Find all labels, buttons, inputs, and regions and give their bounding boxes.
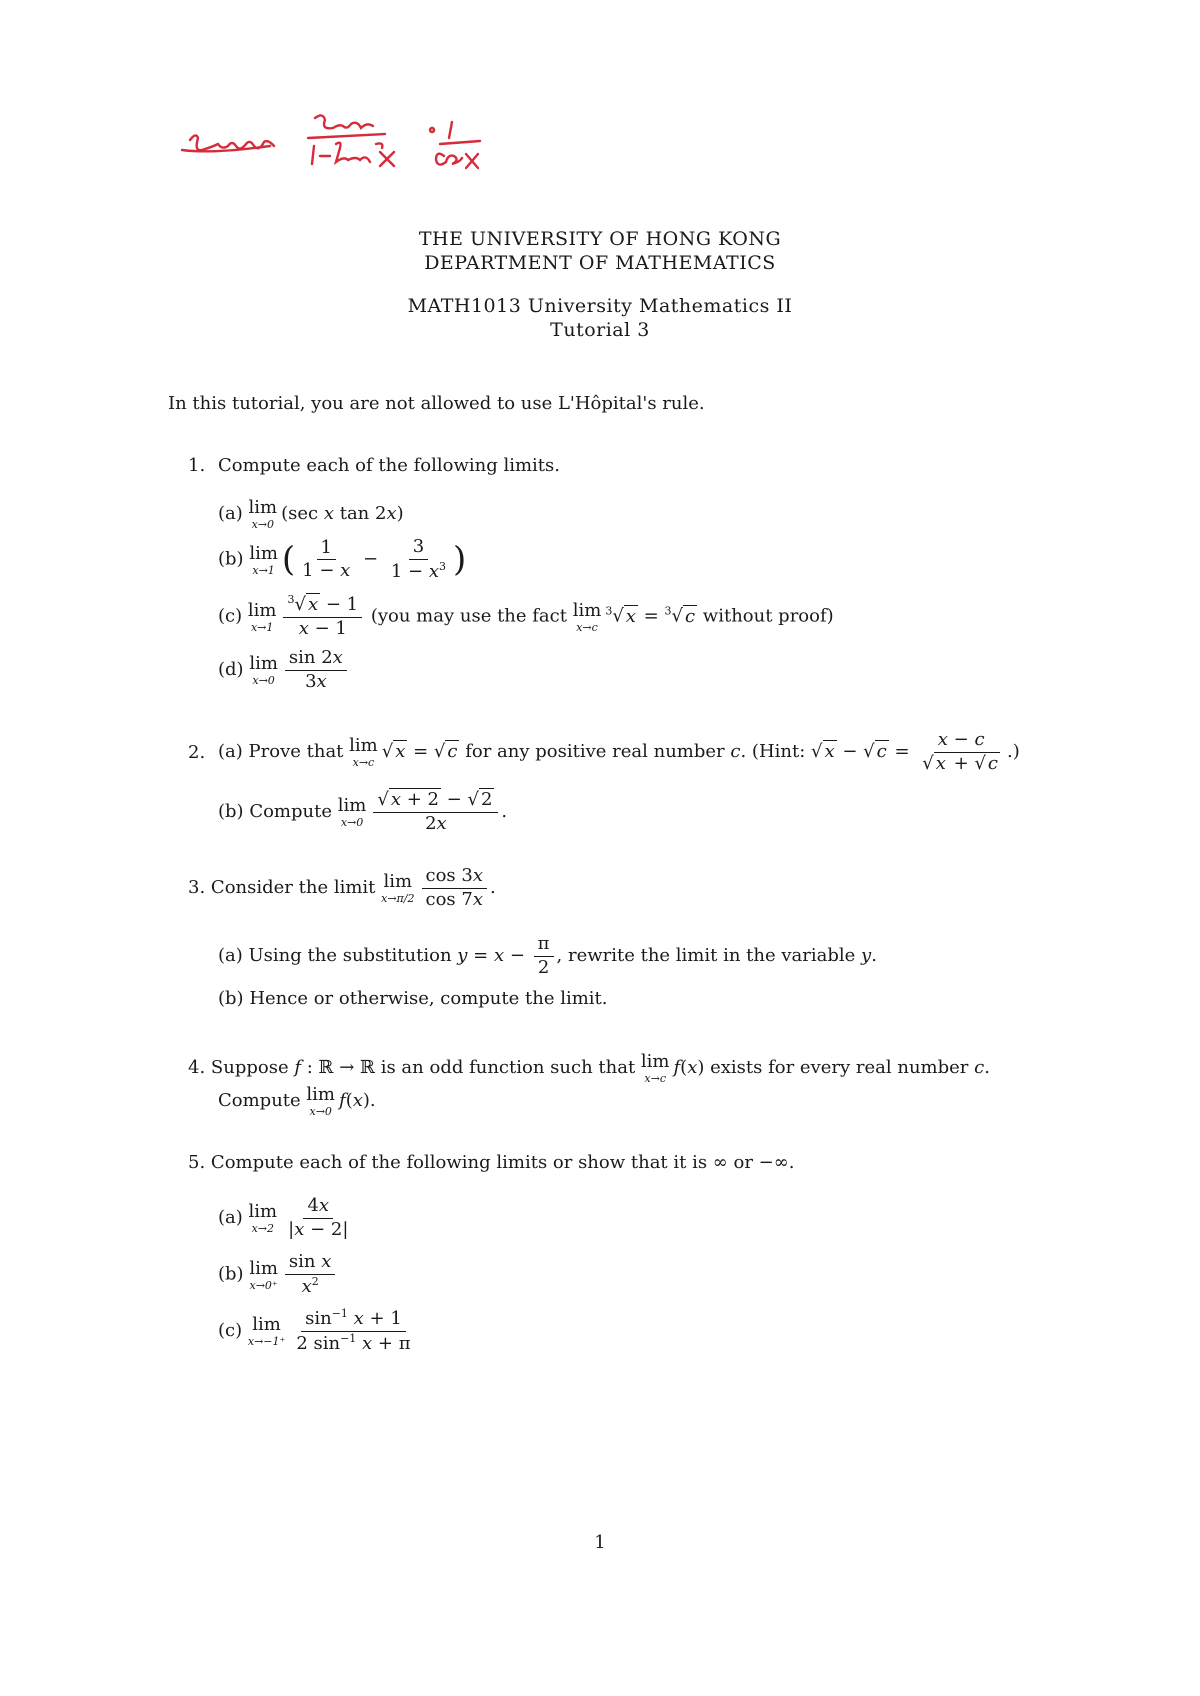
limit-operator: lim x→−1⁺ bbox=[247, 1314, 286, 1349]
q5a-label: (a) bbox=[218, 1207, 243, 1229]
handwritten-note bbox=[180, 100, 540, 180]
q3: 3. Consider the limit lim x→π/2 $\frac{\cos 3x}{\cos 7x}$ . bbox=[188, 865, 496, 910]
q1a: (a) lim x→0 (sec x tan 2x) bbox=[218, 497, 404, 531]
q1-number: 1. bbox=[188, 455, 206, 476]
q5c-label: (c) bbox=[218, 1320, 243, 1342]
q2b: (b) Compute lim x→0 $\frac{√ x + 2 - √ 2}{2x}$ . bbox=[218, 789, 508, 834]
q1a-label: (a) bbox=[218, 502, 243, 524]
tutorial-number: Tutorial 3 bbox=[550, 319, 650, 341]
q4-number: 4. bbox=[188, 1056, 206, 1078]
q3a-text2: , rewrite the limit in the variable bbox=[556, 945, 856, 967]
q1d-label: (d) bbox=[218, 659, 244, 681]
limit-operator: lim x→0 bbox=[337, 795, 367, 830]
q3b-text: Hence or otherwise, compute the limit. bbox=[249, 988, 608, 1009]
limit-operator: lim x→π/2 bbox=[381, 871, 415, 906]
limit-operator: lim x→2 bbox=[248, 1201, 278, 1236]
q2b-label: (b) bbox=[218, 801, 244, 823]
limit-operator: lim x→c bbox=[640, 1051, 670, 1085]
q4-text4: Compute bbox=[218, 1089, 301, 1111]
q2a-hint: (Hint: bbox=[751, 741, 806, 763]
q4-text2: is an odd function such that bbox=[380, 1056, 636, 1078]
q5b-label: (b) bbox=[218, 1263, 244, 1285]
limit-operator: lim x→c bbox=[349, 735, 378, 770]
limit-operator: lim x→0 bbox=[249, 653, 278, 688]
limit-operator: lim x→0 bbox=[306, 1084, 336, 1118]
q2b-text: Compute bbox=[249, 801, 332, 823]
page-number: 1 bbox=[594, 1532, 606, 1553]
department-name: DEPARTMENT OF MATHEMATICS bbox=[424, 252, 776, 274]
q5b: (b) lim x→0⁺ $\frac{\text{sin x}}{x^2}$ bbox=[218, 1252, 338, 1297]
q3-number: 3. bbox=[188, 877, 206, 899]
q4-text3: exists for every real number bbox=[710, 1056, 969, 1078]
q3-text: Consider the limit bbox=[210, 877, 376, 899]
q1c-note-end: without proof) bbox=[702, 605, 834, 627]
q5c: (c) lim x→−1⁺ $\frac{\sin^{-1} x + 1}{2 \sin^{-1} x + \pi}$ bbox=[218, 1307, 411, 1354]
q3a: (a) Using the substitution y = x − $\frac{\pi}{2}$ , rewrite the limit in the variable y. bbox=[218, 933, 877, 978]
q2-number: 2. bbox=[188, 742, 206, 763]
q2a-label: (a) bbox=[218, 741, 243, 763]
q2a-text: Prove that bbox=[248, 741, 344, 763]
q3a-label: (a) bbox=[218, 945, 243, 967]
q1c: (c) lim x→1 $\frac{^3√ x - 1}{x - 1}$ (you may use the fact lim x→c $^3$√ x = $^3$√ c without proof) bbox=[218, 593, 834, 639]
q5a: (a) lim x→2 $\frac{4x}{|x - 2|}$ bbox=[218, 1195, 349, 1240]
q1d: (d) lim x→0 $\frac{\sin 2x}{3x}$ bbox=[218, 648, 350, 692]
q1c-note: (you may use the fact bbox=[370, 605, 567, 627]
q3b bbox=[218, 988, 608, 1009]
q3a-text: Using the substitution bbox=[248, 945, 452, 967]
limit-operator: lim x→1 bbox=[247, 599, 277, 634]
q5-line bbox=[188, 1152, 794, 1173]
q1b-label: (b) bbox=[218, 548, 244, 570]
limit-operator: lim x→0 bbox=[248, 497, 278, 531]
q3b-label: (b) bbox=[218, 988, 244, 1009]
q4-line1: 4. Suppose f : ℝ → ℝ is an odd function such that lim x→c f(x) exists for every real number c. bbox=[188, 1051, 990, 1085]
limit-operator: lim x→c bbox=[572, 599, 602, 634]
q1c-label: (c) bbox=[218, 605, 243, 627]
q5-number: 5. bbox=[188, 1152, 206, 1173]
q5-text: Compute each of the following limits or show that it is ∞ or −∞. bbox=[210, 1152, 795, 1173]
q2a: (a) Prove that lim x→c √ x = √ c for any positive real number c. (Hint: √ x − √ c = $\frac{x - c}{√ x + √ c}$ .) bbox=[218, 729, 1020, 774]
course-title: MATH1013 University Mathematics II bbox=[407, 295, 793, 317]
q1-text: Compute each of the following limits. bbox=[218, 455, 560, 476]
q1b: (b) lim x→1 ( $\frac{1}{1 - x}$ − $\frac{3}{1 - x^3}$ ) bbox=[218, 536, 467, 582]
q2a-text2: for any positive real number bbox=[465, 741, 725, 763]
university-name: THE UNIVERSITY OF HONG KONG bbox=[418, 228, 782, 250]
q4-line2: Compute lim x→0 f(x). bbox=[218, 1084, 376, 1118]
intro-text: In this tutorial, you are not allowed to use L'Hôpital's rule. bbox=[168, 393, 705, 414]
limit-operator: lim x→0⁺ bbox=[249, 1257, 278, 1292]
q4-text1: Suppose bbox=[210, 1056, 289, 1078]
limit-operator: lim x→1 bbox=[249, 542, 278, 577]
